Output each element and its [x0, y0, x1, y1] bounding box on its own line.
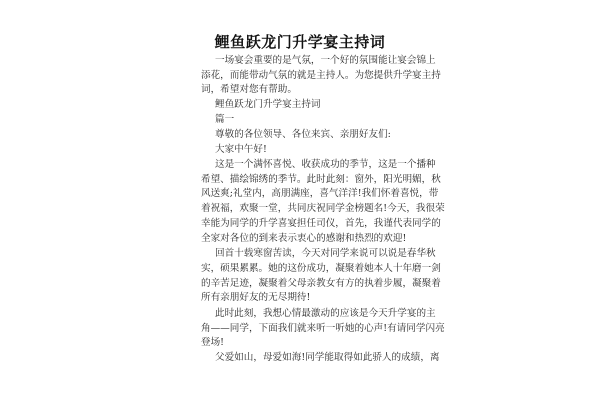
body-line: 回首十载寒窗苦读，今天对同学来说可以说是春华秋	[215, 248, 436, 259]
document-title: 鲤鱼跃龙门升学宴主持词	[214, 33, 386, 51]
body-line: 希望、描绘锦绣的季节。此时此刻：窗外，阳光明媚，秋	[201, 174, 441, 185]
body-line: 风送爽;礼堂内，高朋满座，喜气洋洋!我们怀着喜悦，带	[201, 188, 439, 199]
body-line: 词，希望对您有帮助。	[201, 84, 297, 95]
body-line: 实，硕果累累。她的这份成功，凝聚着她本人十年磨一剑	[201, 263, 441, 274]
body-line: 这是一个满怀喜悦、收获成功的季节，这是一个播种	[215, 159, 436, 170]
body-line: 的辛苦足迹，凝聚着父母亲教女有方的执着步履，凝聚着	[201, 278, 441, 289]
body-line: 着祝福，欢聚一堂，共同庆祝同学金榜题名!今天，我很荣	[201, 203, 445, 214]
salutation: 尊敬的各位领导、各位来宾、亲朋好友们:	[215, 129, 391, 140]
body-line: 角——同学，下面我们就来听一听她的心声!有请同学闪亮	[201, 323, 445, 334]
section-heading: 鲤鱼跃龙门升学宴主持词	[215, 99, 321, 110]
body-line: 全家对各位的到来表示衷心的感谢和热烈的欢迎!	[201, 233, 407, 244]
body-line: 一场宴会重要的是气氛，一个好的氛围能让宴会锦上	[215, 55, 436, 66]
greeting: 大家中午好!	[215, 144, 267, 155]
section-label: 篇一	[215, 114, 235, 125]
body-line: 父爱如山，母爱如海!同学能取得如此骄人的成绩，离	[215, 352, 440, 363]
body-line: 所有亲朋好友的无尽期待!	[201, 292, 311, 303]
body-line: 添花，而能带动气氛的就是主持人。为您提供升学宴主持	[201, 70, 441, 81]
body-line: 此时此刻，我想心情最激动的应该是今天升学宴的主	[215, 308, 436, 319]
body-line: 登场!	[201, 337, 225, 348]
body-line: 幸能为同学的升学喜宴担任司仪，首先，我谨代表同学的	[201, 218, 441, 229]
